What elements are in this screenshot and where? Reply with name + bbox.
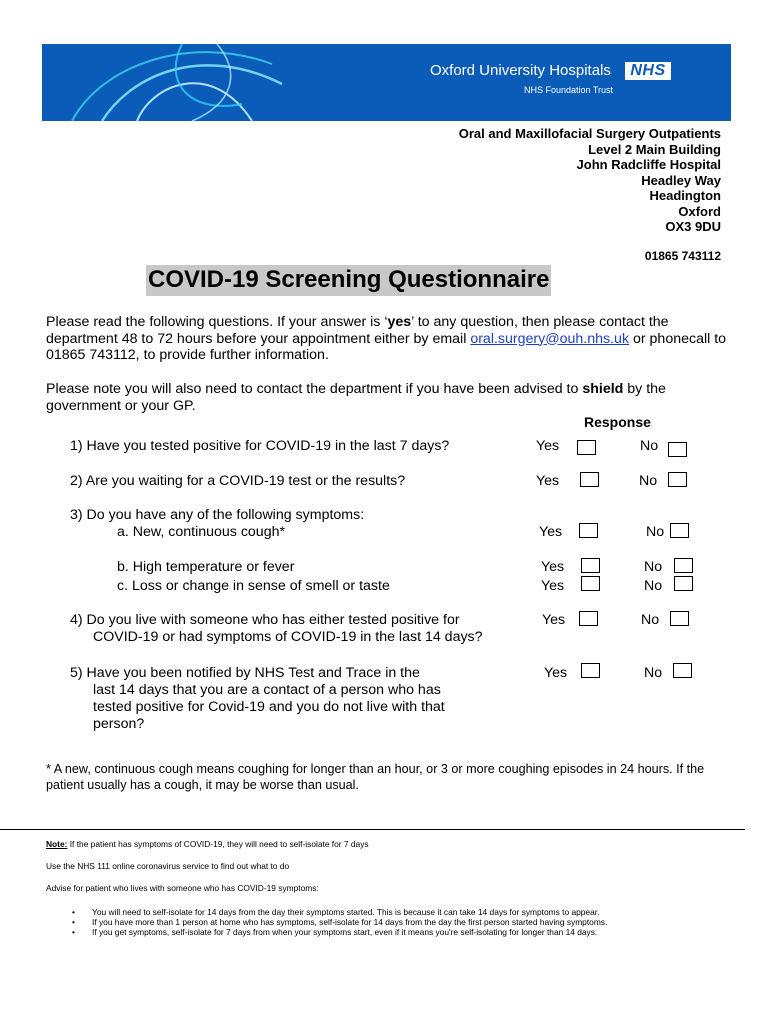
q3c-yes-checkbox[interactable]	[581, 576, 600, 591]
question-4: 4) Do you live with someone who has either tested positive for	[70, 612, 460, 628]
divider	[0, 829, 745, 830]
address-line: Headington	[649, 188, 721, 203]
yes-label: Yes	[542, 612, 566, 628]
swirl-graphic	[42, 44, 302, 121]
q1-no-checkbox[interactable]	[668, 442, 687, 457]
question-5: 5) Have you been notified by NHS Test and Trace in the	[70, 665, 420, 681]
shield-paragraph: Please note you will also need to contact the department if you have been advised to shield by the government or your GP.	[46, 381, 666, 414]
address-line: Oxford	[678, 203, 721, 219]
nhs-logo: NHS	[625, 62, 671, 80]
question-3: 3) Do you have any of the following symptoms:	[70, 507, 365, 523]
no-label: No	[639, 473, 658, 489]
question-1: 1) Have you tested positive for COVID-19 in the last 7 days?	[70, 438, 450, 454]
no-label: No	[646, 524, 665, 540]
address-block	[459, 126, 721, 235]
question-5-line-2: last 14 days that you are a contact of a person who has	[93, 682, 441, 698]
q4-yes-checkbox[interactable]	[579, 611, 598, 626]
yes-label: Yes	[544, 665, 568, 681]
question-3b: b. High temperature or fever	[117, 559, 295, 575]
header-banner	[42, 44, 731, 121]
yes-label: Yes	[536, 438, 560, 454]
address-line: Oral and Maxillofacial Surgery Outpatients	[458, 126, 721, 141]
yes-label: Yes	[541, 559, 565, 575]
list-item: • You will need to self-isolate for 14 days from the day their symptoms started. This is because it can take 14 days for symptoms to appear.	[72, 907, 600, 917]
org-name: Oxford University Hospitals	[430, 62, 611, 79]
q3c-no-checkbox[interactable]	[674, 576, 693, 591]
note-label: Note:	[46, 839, 68, 849]
q5-yes-checkbox[interactable]	[581, 663, 600, 678]
note-line: Note: If the patient has symptoms of COVID-19, they will need to self-isolate for 7 days	[46, 839, 369, 849]
list-item: • If you get symptoms, self-isolate for 7 days from when your symptoms start, even if it means you're self-isolating for longer than 14 days.	[72, 927, 598, 937]
q1-yes-checkbox[interactable]	[577, 440, 596, 455]
question-5-line-4: person?	[93, 716, 145, 732]
page-title: COVID-19 Screening Questionnaire	[146, 265, 551, 296]
advise-heading: Advise for patient who lives with someone who has COVID-19 symptoms:	[46, 883, 319, 893]
no-label: No	[644, 665, 663, 681]
question-4-line-2: COVID-19 or had symptoms of COVID-19 in the last 14 days?	[93, 629, 483, 645]
department-phone: 01865 743112	[644, 249, 721, 263]
yes-label: Yes	[541, 578, 565, 594]
q3b-no-checkbox[interactable]	[674, 558, 693, 573]
q5-no-checkbox[interactable]	[673, 663, 692, 678]
address-line: Headley Way	[641, 172, 721, 188]
address-line: Level 2 Main Building	[588, 141, 721, 157]
question-2: 2) Are you waiting for a COVID-19 test or the results?	[70, 473, 406, 489]
question-5-line-3: tested positive for Covid-19 and you do not live with that	[93, 699, 445, 715]
q3a-yes-checkbox[interactable]	[579, 523, 598, 538]
no-label: No	[644, 559, 663, 575]
cough-footnote: * A new, continuous cough means coughing for longer than an hour, or 3 or more coughing episodes in 24 hours. If the patient usually has a cough, it may be worse than usual.	[46, 762, 705, 792]
advice-list	[72, 907, 712, 937]
no-label: No	[640, 438, 659, 454]
yes-label: Yes	[536, 473, 560, 489]
org-subtitle: NHS Foundation Trust	[524, 85, 614, 95]
q4-no-checkbox[interactable]	[670, 611, 689, 626]
q3a-no-checkbox[interactable]	[670, 523, 689, 538]
nhs-111-line: Use the NHS 111 online coronavirus service to find out what to do	[46, 861, 290, 871]
email-link[interactable]: oral.surgery@ouh.nhs.uk	[470, 330, 630, 347]
yes-label: Yes	[539, 524, 563, 540]
no-label: No	[644, 578, 663, 594]
intro-paragraph: Please read the following questions. If your answer is ‘yes’ to any question, then please contact the department 48 to 72 hours before your appointment either by email oral.surgery@ouh.nhs.uk or phonecall to 01865 743112, to provide further information.	[46, 314, 727, 363]
address-line: John Radcliffe Hospital	[576, 157, 721, 172]
q3b-yes-checkbox[interactable]	[581, 558, 600, 573]
list-item: • If you have more than 1 person at home who has symptoms, self-isolate for 14 days from the day the first person started having symptoms.	[72, 917, 608, 927]
q2-yes-checkbox[interactable]	[580, 472, 599, 487]
response-header: Response	[584, 414, 651, 430]
q2-no-checkbox[interactable]	[668, 472, 687, 487]
question-3c: c. Loss or change in sense of smell or taste	[117, 578, 390, 594]
question-3a: a. New, continuous cough*	[117, 524, 285, 540]
address-line: OX3 9DU	[665, 219, 721, 234]
no-label: No	[641, 612, 660, 628]
